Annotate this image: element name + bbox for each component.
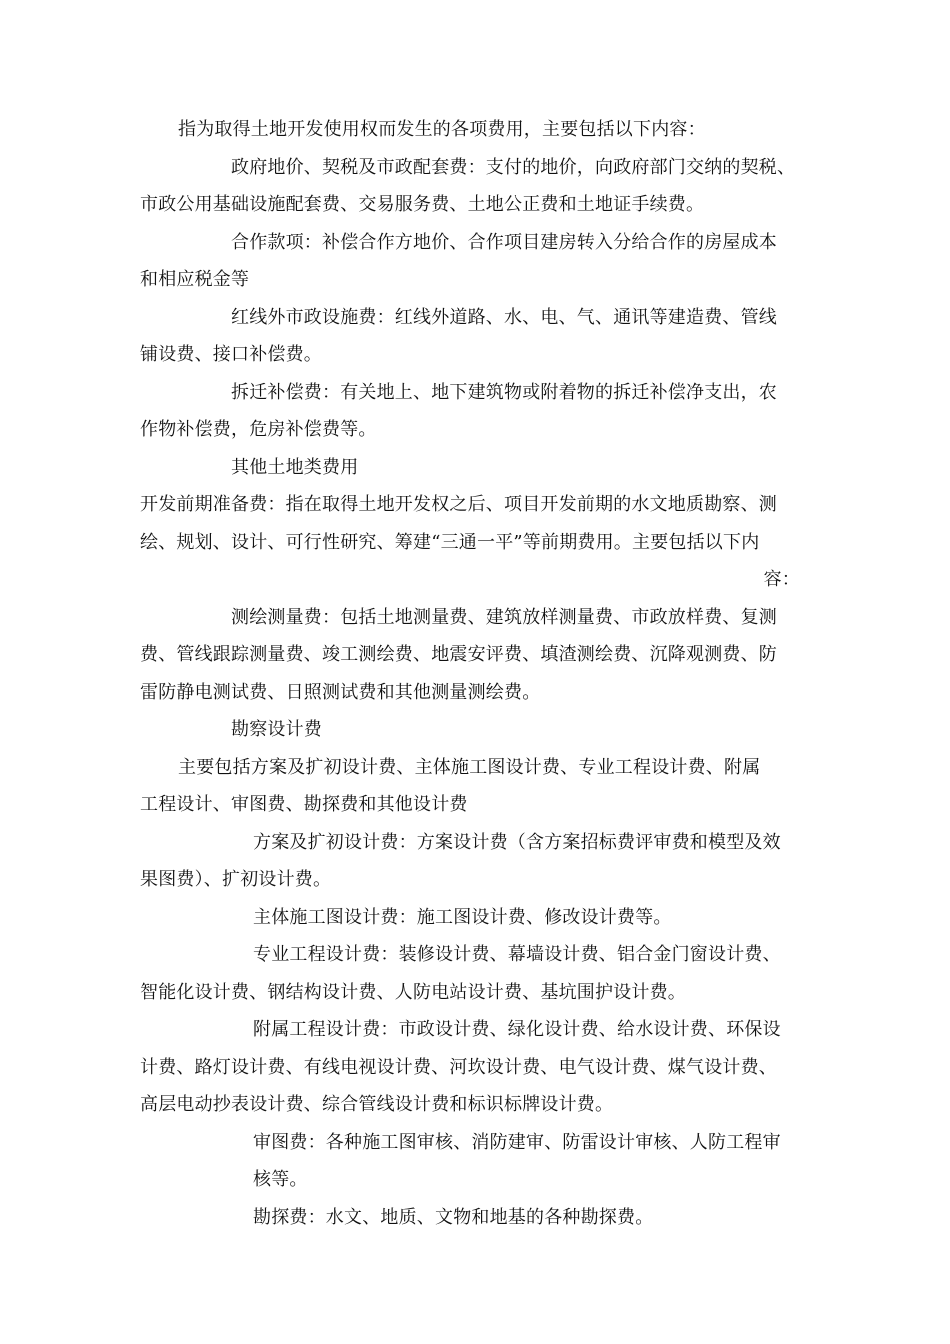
- paragraph-line: 费、管线跟踪测量费、竣工测绘费、地震安评费、填渣测绘费、沉降观测费、防: [140, 644, 777, 665]
- paragraph-line: 核等。: [253, 1169, 308, 1190]
- paragraph-line: 指为取得土地开发使用权而发生的各项费用，主要包括以下内容：: [178, 119, 706, 140]
- paragraph-line: 合作款项：补偿合作方地价、合作项目建房转入分给合作的房屋成本: [231, 232, 777, 253]
- paragraph-line: 主要包括方案及扩初设计费、主体施工图设计费、专业工程设计费、附属: [178, 757, 761, 778]
- paragraph-line: 市政公用基础设施配套费、交易服务费、土地公正费和土地证手续费。: [140, 194, 705, 215]
- paragraph-line: 拆迁补偿费：有关地上、地下建筑物或附着物的拆迁补偿净支出，农: [231, 382, 777, 403]
- paragraph-line: 雷防静电测试费、日照测试费和其他测量测绘费。: [140, 682, 541, 703]
- paragraph-line: 果图费）、扩初设计费。: [140, 869, 332, 890]
- paragraph-line: 红线外市政设施费：红线外道路、水、电、气、通讯等建造费、管线: [231, 307, 777, 328]
- paragraph-line: 工程设计、审图费、勘探费和其他设计费: [140, 794, 468, 815]
- paragraph-line: 绘、规划、设计、可行性研究、筹建“三通一平”等前期费用。主要包括以下内: [140, 532, 760, 553]
- paragraph-line: 开发前期准备费：指在取得土地开发权之后、项目开发前期的水文地质勘察、测: [140, 494, 777, 515]
- paragraph-line: 方案及扩初设计费：方案设计费（含方案招标费评审费和模型及效: [253, 832, 781, 853]
- section-heading: 勘察设计费: [231, 719, 322, 740]
- paragraph-line: 智能化设计费、钢结构设计费、人防电站设计费、基坑围护设计费。: [140, 982, 686, 1003]
- section-heading: 其他土地类费用: [231, 457, 359, 478]
- paragraph-line: 容：: [763, 569, 800, 590]
- paragraph-line: 政府地价、契税及市政配套费：支付的地价，向政府部门交纳的契税、: [231, 157, 796, 178]
- paragraph-line: 测绘测量费：包括土地测量费、建筑放样测量费、市政放样费、复测: [231, 607, 777, 628]
- paragraph-line: 审图费：各种施工图审核、消防建审、防雷设计审核、人防工程审: [253, 1132, 781, 1153]
- paragraph-line: 专业工程设计费：装修设计费、幕墙设计费、铝合金门窗设计费、: [253, 944, 781, 965]
- paragraph-line: 铺设费、接口补偿费。: [140, 344, 322, 365]
- paragraph-line: 勘探费：水文、地质、文物和地基的各种勘探费。: [253, 1207, 654, 1228]
- paragraph-line: 附属工程设计费：市政设计费、绿化设计费、给水设计费、环保设: [253, 1019, 781, 1040]
- paragraph-line: 高层电动抄表设计费、综合管线设计费和标识标牌设计费。: [140, 1094, 614, 1115]
- paragraph-line: 主体施工图设计费：施工图设计费、修改设计费等。: [253, 907, 672, 928]
- paragraph-line: 作物补偿费，危房补偿费等。: [140, 419, 377, 440]
- paragraph-line: 计费、路灯设计费、有线电视设计费、河坎设计费、电气设计费、煤气设计费、: [140, 1057, 777, 1078]
- paragraph-line: 和相应税金等: [140, 269, 250, 290]
